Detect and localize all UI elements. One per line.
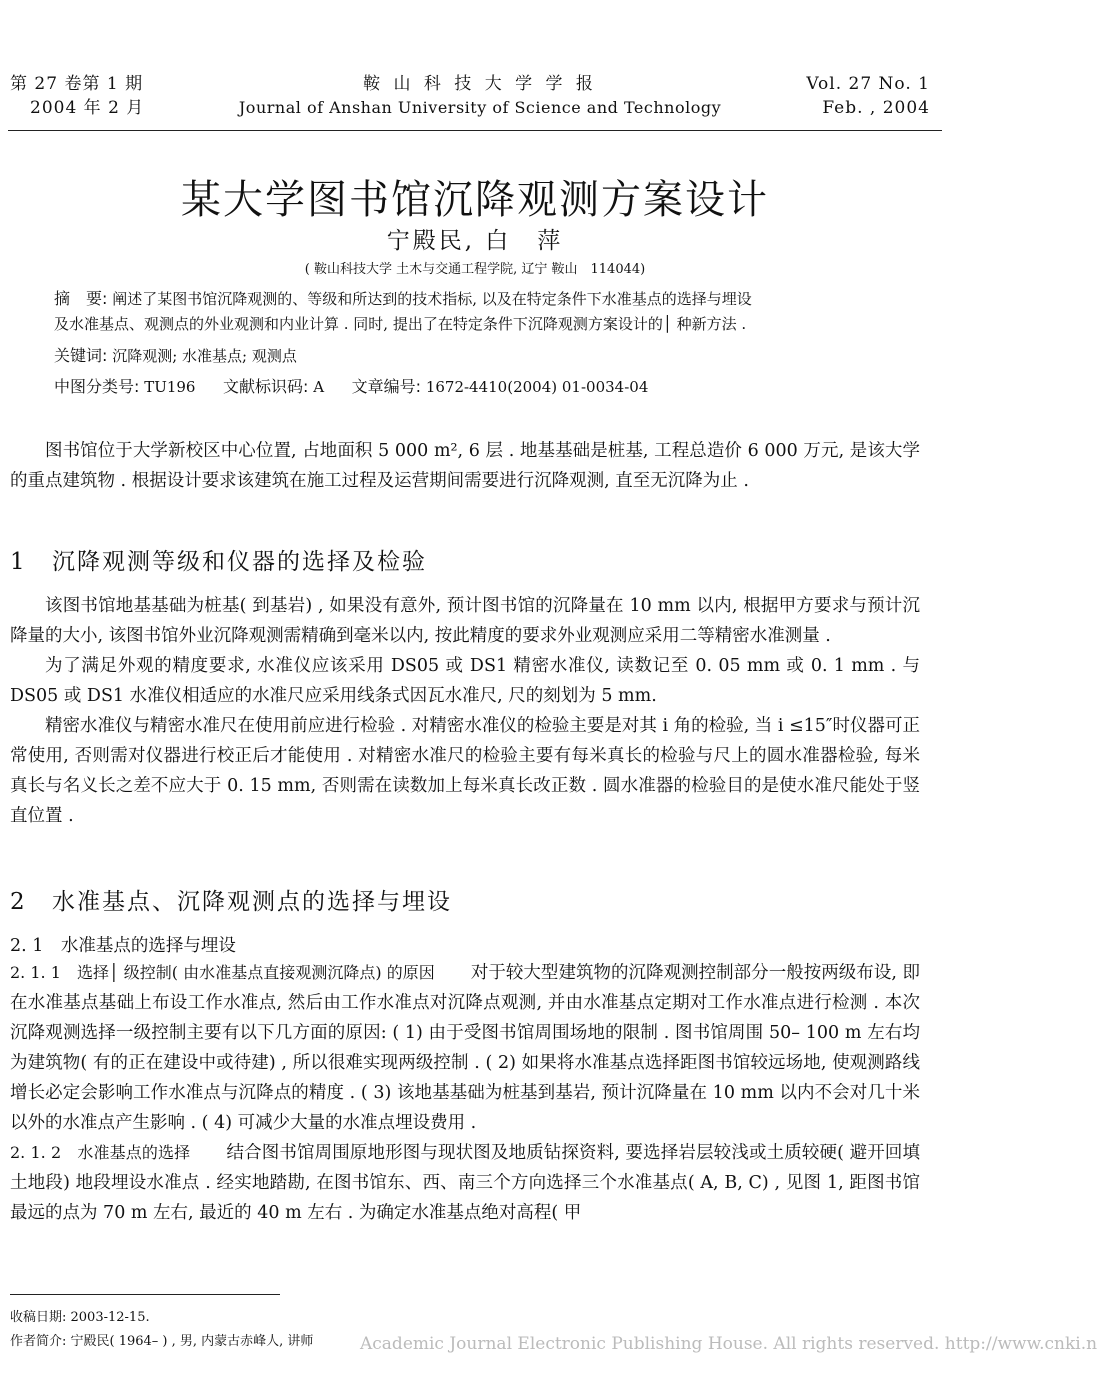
footnote-rule — [10, 1294, 280, 1295]
subsection-2-1-2-heading: 2. 1. 2 水准基点的选择 — [10, 1143, 191, 1162]
paper-title: 某大学图书馆沉降观测方案设计 — [181, 177, 769, 223]
subsection-2-1-heading: 2. 1 水准基点的选择与埋设 — [10, 936, 236, 956]
abstract-line-1: 阐述了某图书馆沉降观测的、等级和所达到的技术指标, 以及在特定条件下水准基点的选择与埋设 — [112, 290, 752, 308]
classification — [54, 374, 904, 400]
subsection-2-1-2-text: 结合图书馆周围原地形图与现状图及地质钻探资料, 要选择岩层较浅或土质较硬( 避开回填土地段) 地段埋设水准点 . 经实地踏勘, 在图书馆东、西、南三个方向选择三个水准基点( A, B, C) , 见图 1, 距图书馆最远的点为 70 m 左右, 最近的 40 m 左右 . 为确定水准基点绝对高程( 甲 — [10, 1143, 920, 1223]
keywords-text: 沉降观测; 水准基点; 观测点 — [112, 347, 297, 365]
section-1-heading — [10, 543, 427, 576]
issue-info-cn — [10, 72, 144, 120]
issue-info-en — [806, 72, 930, 120]
section-2-body — [10, 958, 920, 1228]
publisher-watermark: Academic Journal Electronic Publishing House. All rights reserved. http://www.cnki.n — [360, 1334, 1097, 1354]
journal-name-en: Journal of Anshan University of Science and Technology — [238, 98, 722, 117]
intro-paragraph: 图书馆位于大学新校区中心位置, 占地面积 5 000 m², 6 层 . 地基基础是桩基, 工程总造价 6 000 万元, 是该大学的重点建筑物 . 根据设计要求该建筑在施工过程及运营期间需要进行沉降观测, 直至无沉降为止 . — [10, 441, 920, 491]
clc-label: 中图分类号: — [54, 377, 140, 396]
author-bio: 作者简介: 宁殿民( 1964– ) , 男, 内蒙古赤峰人, 讲师 — [10, 1334, 314, 1349]
date-cn: 2004 年 2 月 — [30, 98, 145, 118]
section-1-paragraph-3: 精密水准仪与精密水准尺在使用前应进行检验 . 对精密水准仪的检验主要是对其 i 角的检验, 当 i ≤15″时仪器可正常使用, 否则需对仪器进行校正后才能使用 . 对精密水准尺的检验主要有每米真长的检验与尺上的圆水准器检验, 每米真长与名义长之差不应大于 0. 15 mm, 否则需在读数加上每米真长改正数 . 圆水准器的检验目的是使水准尺能处于竖直位置 . — [10, 716, 920, 826]
keywords-label: 关键词: — [54, 346, 108, 365]
section-1-paragraph-2: 为了满足外观的精度要求, 水准仪应该采用 DS05 或 DS1 精密水准仪, 读数记至 0. 05 mm 或 0. 1 mm . 与 DS05 或 DS1 水准仪相适应的水准尺应采用线条式因瓦水准尺, 尺的刻划为 5 mm. — [10, 656, 920, 706]
section-1-paragraph-1: 该图书馆地基基础为桩基( 到基岩) , 如果没有意外, 预计图书馆的沉降量在 10 mm 以内, 根据甲方要求与预计沉降量的大小, 该图书馆外业沉降观测需精确到毫米以内, 按此精度的要求外业观测应采用二等精密水准测量 . — [10, 596, 920, 646]
section-2-number: 2 — [10, 889, 27, 915]
abstract-label: 摘 要: — [54, 289, 108, 308]
doc-code: A — [313, 378, 325, 396]
section-2-heading — [10, 883, 452, 916]
intro — [10, 436, 920, 496]
header-rule — [8, 130, 942, 131]
keywords — [54, 343, 904, 369]
author-list: 宁殿民, 白 萍 — [386, 228, 564, 254]
affiliation: ( 鞍山科技大学 土木与交通工程学院, 辽宁 鞍山 114044) — [304, 262, 646, 277]
abstract-line-2: 及水准基点、观测点的外业观测和内业计算 . 同时, 提出了在特定条件下沉降观测方案设计的│ 种新方法 . — [54, 315, 747, 333]
date-en: Feb. , 2004 — [822, 98, 930, 118]
journal-name — [200, 72, 760, 120]
subsection-2-1-1-text: 对于较大型建筑物的沉降观测控制部分一般按两级布设, 即在水准基点基础上布设工作水准点, 然后由工作水准点对沉降点观测, 并由水准基点定期对工作水准点进行检测 . 本次沉降观测选择一级控制主要有以下几方面的原因: ( 1) 由于受图书馆周围场地的限制 . 图书馆周围 50– 100 m 左右均为建筑物( 有的正在建设中或待建) , 所以很难实现两级控制 . ( 2) 如果将水准基点选择距图书馆较远场地, 使观测路线增长必定会影响工作水准点与沉降点的精度 . ( 3) 该地基基础为桩基到基岩, 预计沉降量在 10 mm 以内不会对几十米以外的水准点产生影响 . ( 4) 可减少大量的水准点埋设费用 . — [10, 963, 920, 1133]
subsection-2-1-1-heading: 2. 1. 1 选择│ 级控制( 由水准基点直接观测沉降点) 的原因 — [10, 963, 435, 982]
clc-code: TU196 — [144, 378, 196, 396]
volume-issue-en: Vol. 27 No. 1 — [806, 74, 930, 94]
section-1-title: 沉降观测等级和仪器的选择及检验 — [52, 549, 427, 575]
doc-code-label: 文献标识码: — [223, 377, 309, 396]
section-2-title: 水准基点、沉降观测点的选择与埋设 — [52, 889, 452, 915]
received-date: 收稿日期: 2003-12-15. — [10, 1310, 150, 1325]
section-1-number: 1 — [10, 549, 27, 575]
article-number: 1672-4410(2004) 01-0034-04 — [425, 378, 649, 396]
journal-name-cn: 鞍 山 科 技 大 学 学 报 — [363, 74, 597, 94]
section-1-body — [10, 591, 920, 831]
volume-issue-cn: 第 27 卷第 1 期 — [10, 74, 144, 94]
abstract — [54, 286, 904, 337]
article-number-label: 文章编号: — [351, 377, 422, 396]
